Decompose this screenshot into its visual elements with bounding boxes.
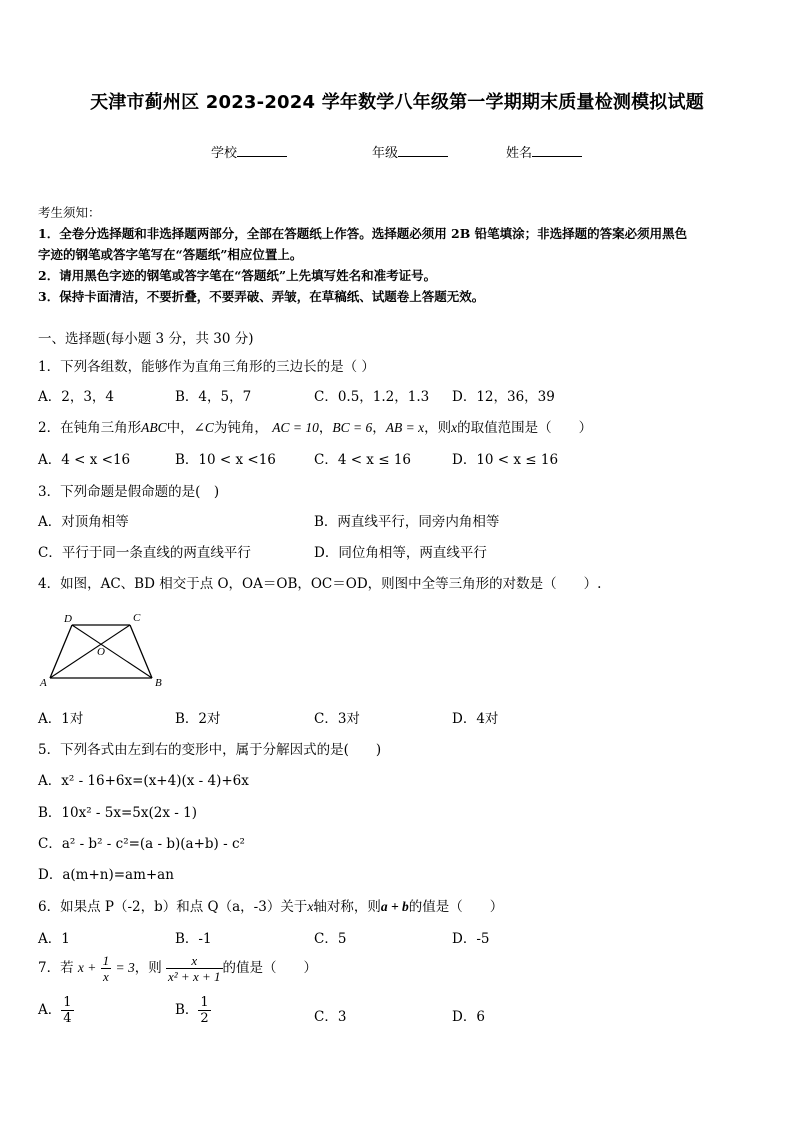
question-3-stem: 3．下列命题是假命题的是( ) [38, 484, 220, 500]
q7-fraction-1 [101, 953, 112, 984]
q2-text-d: ，则 [424, 420, 452, 436]
page-title: 天津市蓟州区 2023-2024 学年数学八年级第一学期期末质量检测模拟试题 [90, 92, 704, 113]
q3-option-a: A．对顶角相等 [38, 514, 129, 530]
q7-option-c: C．3 [314, 1009, 347, 1025]
q3-option-c: C．平行于同一条直线的两直线平行 [38, 545, 251, 561]
label-d: D [64, 613, 72, 625]
q1-option-d: D．12，36，39 [452, 389, 555, 405]
school-field [211, 142, 287, 161]
q4-option-a: A．1对 [38, 711, 84, 727]
q2-text-a: 2．在钝角三角形 [38, 420, 142, 436]
q4-option-b: B．2对 [175, 711, 221, 727]
q7-option-a [38, 995, 74, 1026]
q7-option-a-fraction [61, 995, 73, 1026]
q2-sep-1: ， [318, 420, 333, 436]
q2-x: x [451, 420, 458, 435]
name-field [506, 142, 582, 161]
q7-f1-denominator: x [101, 968, 112, 984]
question-7-stem [38, 953, 317, 984]
q2-option-c: C．4 < x ≤ 16 [314, 452, 411, 468]
q2-ab: AB = x [385, 420, 425, 435]
q7-option-a-denominator: 4 [63, 1011, 72, 1026]
diagonal-ac [50, 625, 130, 678]
q5-option-a: A．x² - 16+6x=(x+4)(x - 4)+6x [38, 773, 249, 789]
q1-option-a: A．2，3，4 [38, 389, 115, 405]
q5-option-d: D．a(m+n)=am+an [38, 867, 174, 883]
section-heading: 一、选择题(每小题 3 分，共 30 分) [38, 331, 254, 347]
q2-text-c: 为钝角， [213, 420, 268, 436]
q7-f2-denominator: x² + x + 1 [168, 969, 221, 984]
school-blank [237, 143, 287, 157]
name-blank [532, 143, 582, 157]
q2-option-b: B．10 < x <16 [175, 452, 276, 468]
school-label: 学校 [211, 146, 238, 161]
q2-sep-2: ， [372, 420, 386, 436]
question-5-stem: 5．下列各式由左到右的变形中，属于分解因式的是( ) [38, 742, 382, 758]
q7-text-b: ，则 [134, 960, 162, 976]
label-c: C [133, 612, 141, 624]
q7-f2-numerator: x [191, 953, 198, 968]
q6-text-b: 轴对称，则 [313, 899, 381, 915]
segment-ad [50, 625, 72, 678]
grade-field [372, 142, 448, 161]
question-1-stem: 1．下列各组数，能够作为直角三角形的三边长的是（ ） [38, 359, 375, 375]
q4-option-d: D．4对 [452, 711, 499, 727]
q4-option-c: C．3对 [314, 711, 360, 727]
q7-option-a-label: A． [38, 1002, 62, 1018]
q6-text-c: 的值是（ ） [408, 899, 504, 915]
q3-option-d: D．同位角相等，两直线平行 [314, 545, 487, 561]
q6-a-plus-b: a + b [380, 899, 409, 914]
segment-cb [130, 625, 152, 678]
q7-text-a: 7．若 [38, 960, 74, 976]
q6-option-d: D．-5 [452, 931, 490, 947]
q2-option-d: D．10 < x ≤ 16 [452, 452, 559, 468]
q2-text-e: 的取值范围是（ ） [457, 420, 593, 436]
q7-option-b-label: B． [175, 1002, 199, 1018]
diagonal-bd [72, 625, 152, 678]
q7-fraction-2 [166, 953, 222, 984]
q1-option-c: C．0.5，1.2，1.3 [314, 389, 430, 405]
grade-blank [398, 143, 448, 157]
q7-f1-numerator: 1 [102, 953, 110, 968]
notice-item-1: 1．全卷分选择题和非选择题两部分，全部在答题纸上作答。选择题必须用 2B 铅笔填涂；非选择题的答案必须用黑色 [38, 226, 688, 241]
q7-text-c: 的值是（ ） [222, 960, 317, 976]
q6-option-c: C．5 [314, 931, 347, 947]
label-o: O [97, 646, 105, 658]
q2-triangle-abc: ABC [141, 420, 167, 435]
q2-angle-c: ∠C [193, 420, 214, 435]
q7-option-b [175, 995, 211, 1026]
q2-option-a: A．4 < x <16 [38, 452, 131, 468]
name-label: 姓名 [506, 146, 533, 161]
grade-label: 年级 [372, 146, 399, 161]
q7-eq: = 3 [115, 960, 135, 975]
notice-item-2: 2．请用黑色字迹的钢笔或答字笔在“答题纸”上先填写姓名和准考证号。 [38, 268, 437, 283]
trapezoid-figure [38, 606, 168, 692]
q6-option-b: B．-1 [175, 931, 212, 947]
notice-item-1-cont: 字迹的钢笔或答字笔写在“答题纸”相应位置上。 [38, 247, 303, 262]
q7-option-a-numerator: 1 [63, 995, 72, 1010]
q5-option-c: C．a² - b² - c²=(a - b)(a+b) - c² [38, 836, 245, 852]
q5-option-b: B．10x² - 5x=5x(2x - 1) [38, 805, 197, 821]
q3-option-b: B．两直线平行，同旁内角相等 [314, 514, 500, 530]
question-4-stem: 4．如图，AC、BD 相交于点 O，OA＝OB，OC＝OD，则图中全等三角形的对数是（ ）. [38, 576, 602, 592]
q2-bc: BC = 6 [332, 420, 373, 435]
q1-option-b: B．4，5，7 [175, 389, 252, 405]
q7-option-b-fraction [198, 995, 210, 1026]
q2-text-b: 中， [166, 420, 194, 436]
q7-option-d: D．6 [452, 1009, 485, 1025]
label-a: A [40, 677, 47, 689]
q2-ac: AC = 10 [272, 420, 319, 435]
q7-lhs: x + [77, 960, 97, 975]
question-2-stem [38, 416, 592, 436]
q6-x: x [307, 899, 314, 914]
notice-heading: 考生须知： [38, 205, 101, 220]
q7-option-b-denominator: 2 [200, 1011, 209, 1026]
q6-option-a: A．1 [38, 931, 70, 947]
q6-text-a: 6．如果点 P（-2，b）和点 Q（a，-3）关于 [38, 899, 308, 915]
question-6-stem [38, 895, 503, 915]
q7-option-b-numerator: 1 [200, 995, 209, 1010]
notice-item-3: 3．保持卡面清洁，不要折叠，不要弄破、弄皱，在草稿纸、试题卷上答题无效。 [38, 289, 485, 304]
label-b: B [155, 677, 162, 689]
